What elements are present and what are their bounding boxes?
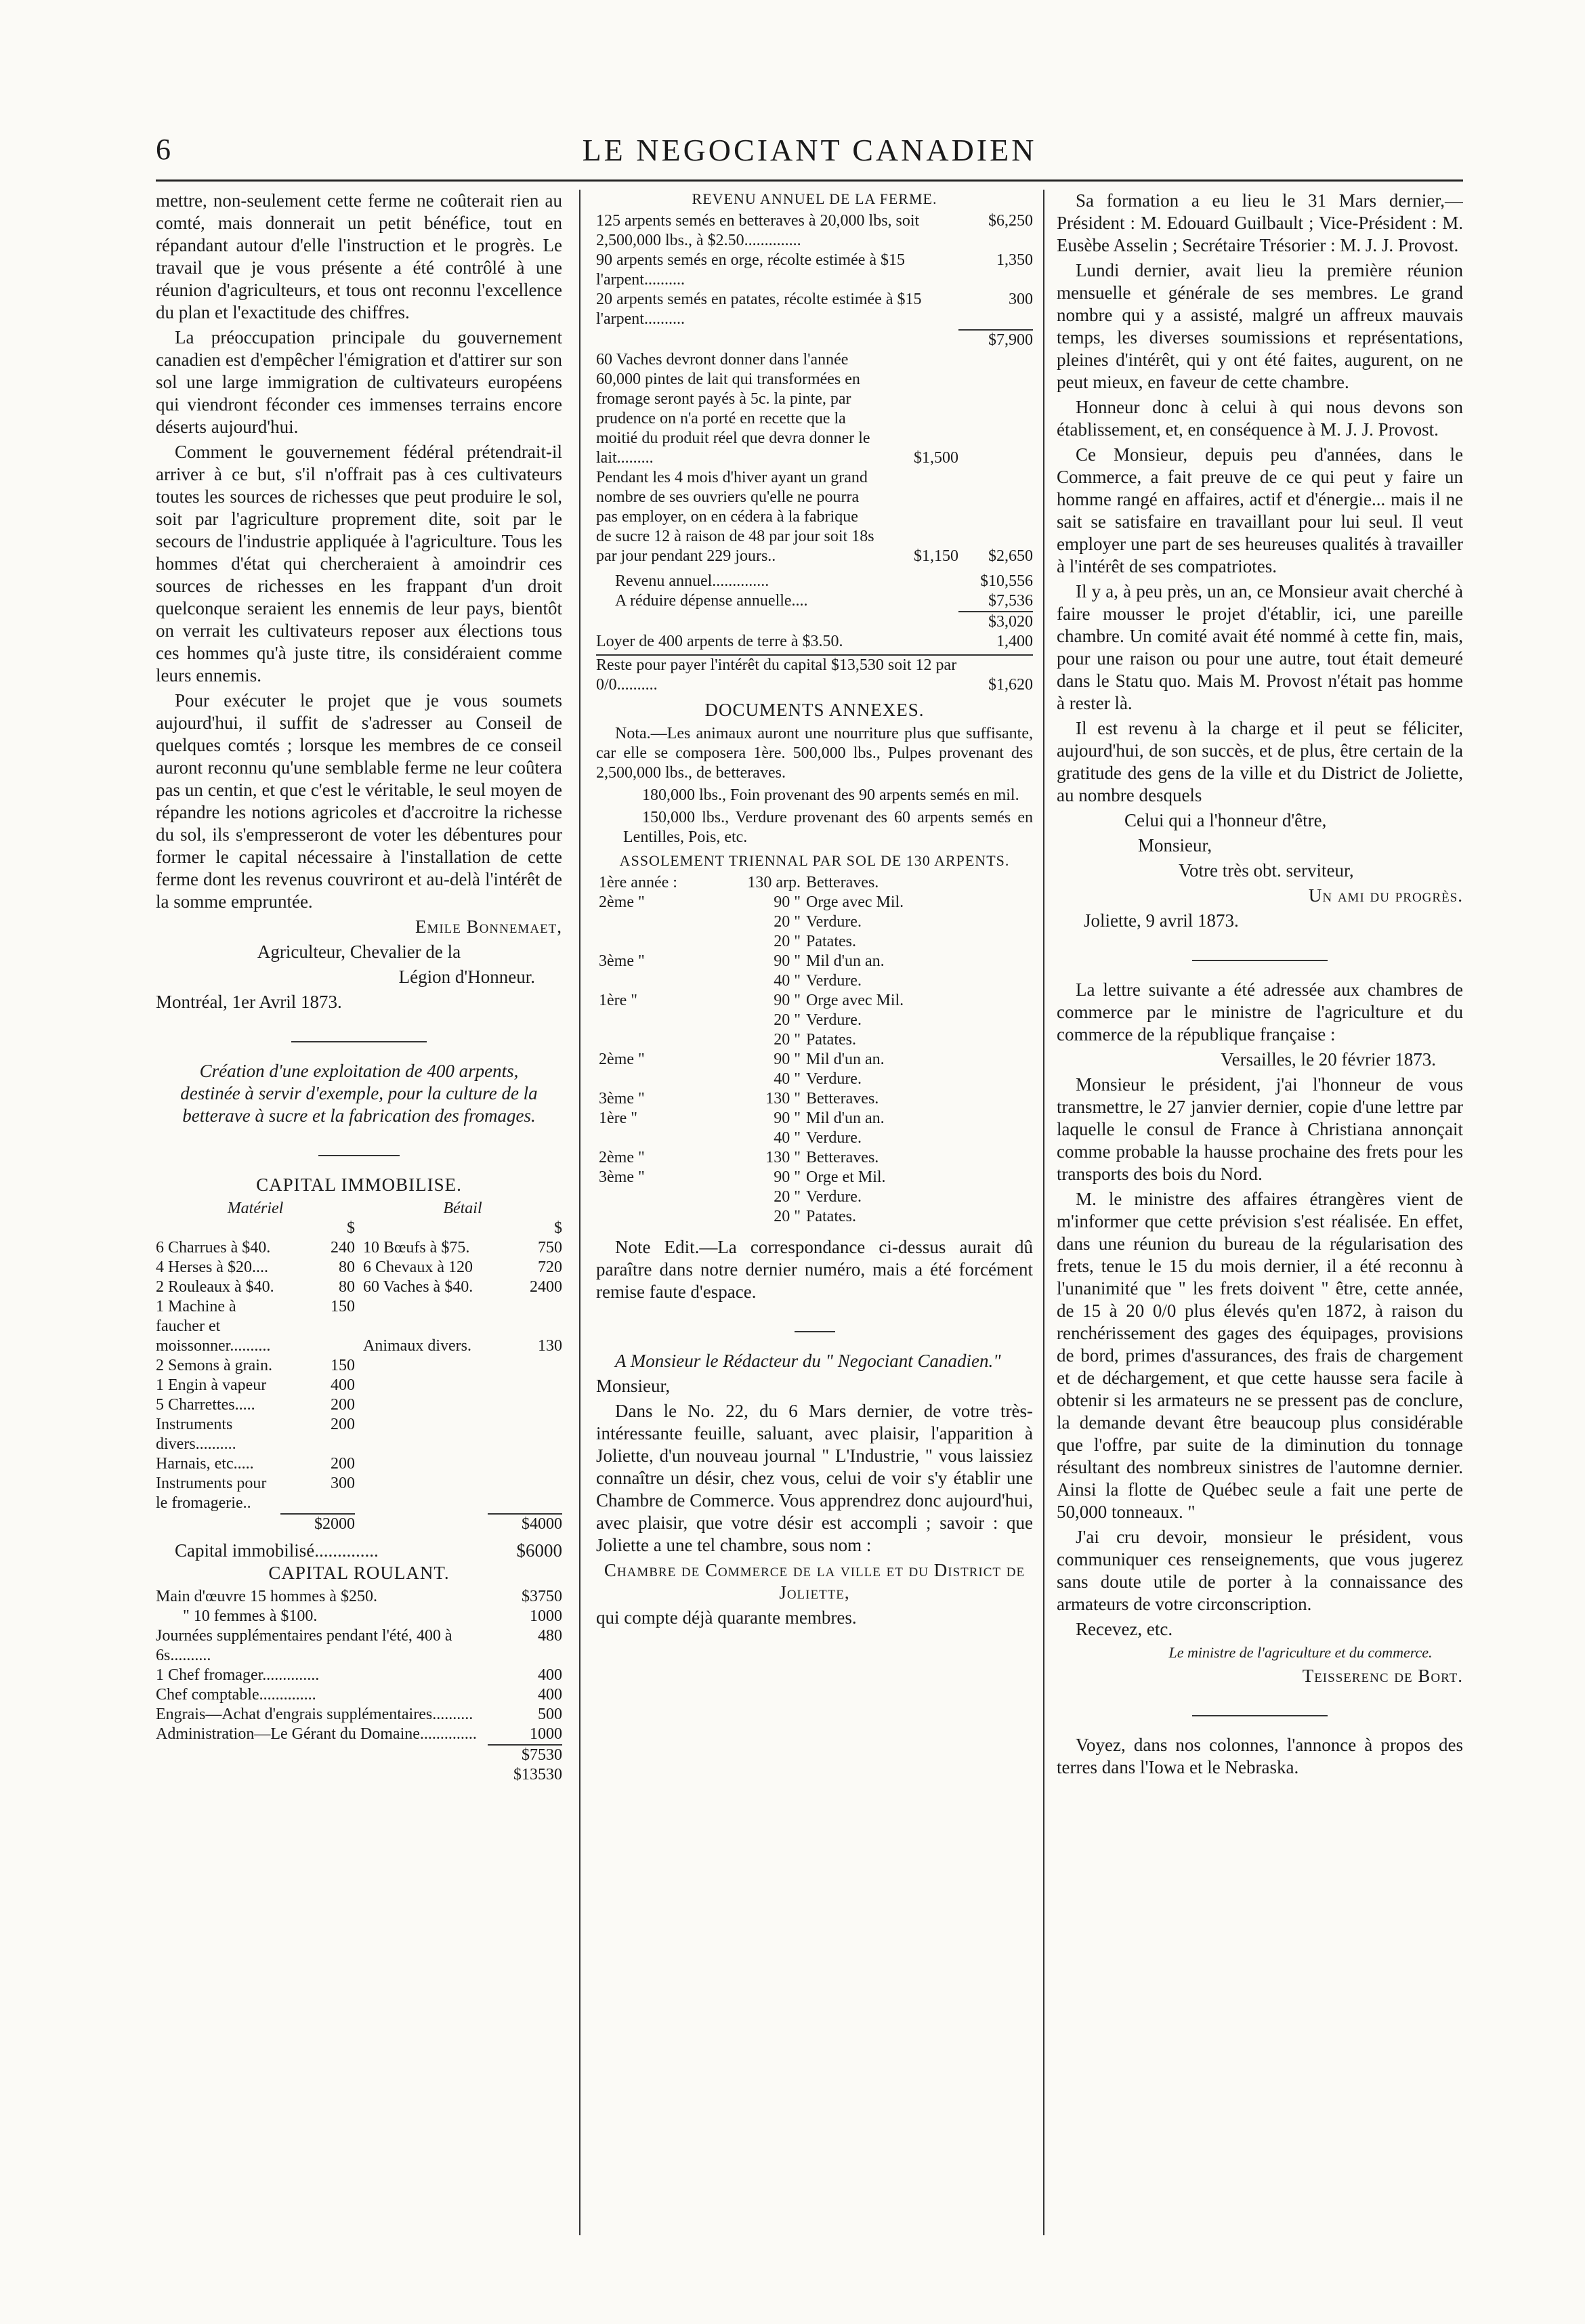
- table-cell-arp: 130 ": [765, 1149, 801, 1166]
- table-row: [596, 893, 906, 912]
- table-cell-arp: 130 arp.: [747, 874, 801, 891]
- table-cell-culture: Betteraves.: [806, 1149, 879, 1166]
- editor-note: Note Edit.—La correspondance ci-dessus aurait dû paraître dans notre dernier numéro, mais a été forcément remise faute d'espace.: [596, 1237, 1033, 1302]
- table-cell-culture: Mil d'un an.: [806, 1110, 885, 1127]
- column-3: [1057, 190, 1463, 2256]
- paragraph: Il est revenu à la charge et il peut se féliciter, aujourd'hui, de son succès, et de plus, être certain de la gratitude des gens de la ville et du District de Joliette, au nombre desquels: [1057, 718, 1463, 805]
- subtotal: $3,020: [596, 611, 1033, 632]
- table-row: [596, 873, 906, 893]
- table-cell-culture: Betteraves.: [806, 1090, 879, 1107]
- section-heading: REVENU ANNUEL DE LA FERME.: [692, 190, 937, 207]
- list-item: Instruments divers.......... 200: [156, 1416, 355, 1453]
- list-item: Engrais—Achat d'engrais supplémentaires.......... 500: [156, 1706, 562, 1723]
- list-item: 125 arpents semés en betteraves à 20,000 lbs, soit 2,500,000 lbs., à $2.50.............. $6,250: [596, 212, 1033, 249]
- table-cell-annee: [596, 1011, 710, 1030]
- signature: Un ami du progrès.: [1308, 885, 1463, 906]
- table-row: [596, 1187, 906, 1207]
- list-item: Pendant les 4 mois d'hiver ayant un grand nombre de ses ouvriers qu'elle ne pourra pas employer, on en cédera à la fabrique de sucre 12 à raison de 48 par jour soit 18s par jour pendant 229 jours.. $1,150 $2,650: [596, 469, 1033, 565]
- table-row: [596, 952, 906, 971]
- list-item: 60 Vaches devront donner dans l'année 60,000 pintes de lait qui transformées en fromage seront payés à 5c. la pinte, par prudence on n'a porté en recette que la moitié du produit réel que devra donner le lait......... $1,500: [596, 351, 958, 467]
- table-cell-culture: Patates.: [806, 1208, 856, 1225]
- separator: [156, 1139, 562, 1162]
- table-cell-arp: 20 ": [774, 1011, 801, 1029]
- list-item: " 10 femmes à $100. 1000: [183, 1607, 562, 1625]
- signature-place: Montréal, 1er Avril 1873.: [156, 992, 342, 1012]
- table-cell-arp: 40 ": [774, 972, 801, 990]
- paragraph: Recevez, etc.: [1076, 1619, 1173, 1639]
- table-cell-arp: 20 ": [774, 1188, 801, 1206]
- table-cell-annee: 3ème ": [599, 1168, 645, 1186]
- signature-title: Agriculteur, Chevalier de la: [257, 942, 461, 962]
- table-cell-annee: [596, 912, 710, 932]
- table-cell-culture: Verdure.: [806, 913, 862, 931]
- table-cell-culture: Mil d'un an.: [806, 1051, 885, 1068]
- list-item: Instruments pour le fromagerie.. 300: [156, 1475, 355, 1512]
- list-item: Harnais, etc..... 200: [156, 1455, 355, 1473]
- materiel-heading: Matériel: [227, 1200, 284, 1217]
- separator: [596, 1315, 1033, 1338]
- table-cell-annee: 2ème ": [599, 1149, 645, 1166]
- table-row: [596, 1089, 906, 1109]
- list-item: Chef comptable.............. 400: [156, 1686, 562, 1704]
- table-cell-arp: 90 ": [774, 1110, 801, 1127]
- list-item: Main d'œuvre 15 hommes à $250. $3750: [156, 1588, 562, 1605]
- table-cell-arp: 90 ": [774, 1168, 801, 1186]
- column-2: [596, 190, 1033, 2256]
- table-row: [596, 1128, 906, 1148]
- closing: Votre très obt. serviteur,: [1179, 860, 1354, 881]
- list-item: 6 Charrues à $40. 240: [156, 1239, 355, 1256]
- table-cell-arp: 90 ": [774, 952, 801, 970]
- section-title: Création d'une exploitation de 400 arpents, destinée à servir d'exemple, pour la culture de la betterave à sucre et la fabrication des fromages.: [180, 1061, 538, 1126]
- paragraph: La lettre suivante a été adressée aux chambres de commerce par le ministre de l'agriculture et du commerce de la république française :: [1057, 979, 1463, 1044]
- table-cell-culture: Patates.: [806, 1031, 856, 1049]
- table-row: [596, 1070, 906, 1089]
- header-rule: [156, 179, 1463, 182]
- table-row: [596, 912, 906, 932]
- materiel-list: [156, 1199, 355, 1534]
- table-cell-annee: 2ème ": [599, 1051, 645, 1068]
- table-row: [596, 1109, 906, 1128]
- list-item: 4 Herses à $20.... 80: [156, 1259, 355, 1276]
- paragraph: Lundi dernier, avait lieu la première réunion mensuelle et générale de ses membres. Le grand nombre qui y a assisté, malgré un affreux mauvais temps, les diverses soumissions et représentations, pleines d'intérêt, qui y ont été faites, augurent, on ne peut mieux, en faveur de cette chambre.: [1057, 260, 1463, 392]
- dateline: Joliette, 9 avril 1873.: [1084, 910, 1239, 931]
- list-item: 2 Rouleaux à $40. 80: [156, 1278, 355, 1296]
- list-item: 20 arpents semés en patates, récolte estimée à $15 l'arpent.......... 300: [596, 291, 1033, 328]
- list-item: Administration—Le Gérant du Domaine.............. 1000: [156, 1725, 562, 1743]
- dollar-sign: $: [554, 1219, 562, 1237]
- paragraph: Dans le No. 22, du 6 Mars dernier, de votre très-intéressante feuille, saluant, avec plaisir, l'apparition à Joliette, d'un nouveau journal " L'Industrie, " vous laissiez connaître un désir, chez vous, celui de voir s'y établir une Chambre de Commerce. Vous apprendrez donc aujourd'hui, avec plaisir, que votre désir est accompli ; savoir : que Joliette a une tel chambre, sous nom :: [596, 1401, 1033, 1555]
- list-item: 6 Chevaux à 120 720: [363, 1259, 562, 1276]
- paragraph: Ce Monsieur, depuis peu d'années, dans le Commerce, a fait preuve de ce qui peut y faire un homme rangé en affaires, actif et d'énergie... mais il ne sait se satisfaire en travaillant pour lui seul. Il veut employer une part de ses heureuses qualités à travailler à l'intérêt de ses compatriotes.: [1057, 444, 1463, 576]
- table-cell-annee: 1ère année :: [599, 874, 677, 891]
- section-heading: CAPITAL ROULANT.: [268, 1563, 450, 1583]
- list-item: Revenu annuel.............. $10,556: [615, 572, 1033, 590]
- section-heading: ASSOLEMENT TRIENNAL PAR SOL DE 130 ARPENTS.: [619, 852, 1010, 869]
- paragraph: Sa formation a eu lieu le 31 Mars dernier,—Président : M. Edouard Guilbault ; Vice-Président : M. Eusèbe Asselin ; Secrétaire Trésorier : M. J. J. Provost.: [1057, 190, 1463, 255]
- minister-title: Le ministre de l'agriculture et du commerce.: [1168, 1644, 1433, 1661]
- section-heading: DOCUMENTS ANNEXES.: [704, 700, 925, 720]
- table-cell-annee: [596, 1070, 710, 1089]
- table-cell-culture: Patates.: [806, 933, 856, 950]
- table-cell-arp: 20 ": [774, 1208, 801, 1225]
- roulant-table: [156, 1587, 562, 1785]
- revenu-table: [596, 211, 1033, 695]
- table-row: [596, 1148, 906, 1168]
- table-cell-arp: 130 ": [765, 1090, 801, 1107]
- list-item: 2 Semons à grain. 150: [156, 1357, 355, 1374]
- closing: Celui qui a l'honneur d'être,: [1124, 810, 1327, 830]
- table-cell-annee: [596, 1187, 710, 1207]
- separator: [156, 1026, 562, 1048]
- table-row: [596, 1207, 906, 1227]
- table-cell-arp: 90 ": [774, 893, 801, 911]
- section-heading: CAPITAL IMMOBILISE.: [256, 1175, 462, 1195]
- table-cell-culture: Verdure.: [806, 1129, 862, 1147]
- materiel-total: $2000: [156, 1513, 355, 1534]
- paragraph: Monsieur le président, j'ai l'honneur de vous transmettre, le 27 janvier dernier, copie d'une lettre par laquelle le consul de France à Christiana annonçait comme probable la hausse prochaine des frets pour les transports des bois du Nord.: [1057, 1074, 1463, 1184]
- list-item: Animaux divers. 130: [363, 1337, 562, 1355]
- table-row: [596, 971, 906, 991]
- table-cell-culture: Betteraves.: [806, 874, 879, 891]
- grand-total: $13530: [513, 1766, 562, 1783]
- table-cell-annee: [596, 1030, 710, 1050]
- dateline: Versailles, le 20 février 1873.: [1221, 1049, 1436, 1070]
- page-number: 6: [156, 133, 171, 166]
- list-item: 60 Vaches à $40. 2400: [363, 1278, 562, 1296]
- list-item: 1 Chef fromager.............. 400: [156, 1666, 562, 1684]
- table-cell-annee: [596, 1128, 710, 1148]
- paragraph: Honneur donc à celui à qui nous devons son établissement, et, en conséquence à M. J. J. Provost.: [1057, 397, 1463, 440]
- list-item: 1 Machine à faucher et moissonner.......... 150: [156, 1298, 355, 1355]
- paragraph: mettre, non-seulement cette ferme ne coûterait rien au comté, mais donnerait un petit bénéfice, tout en répandant autour d'elle l'instruction et le progrès. Le travail que je vous présente a été contrôlé à une réunion d'agriculteurs, et tous ont reconnu l'excellence du plan et l'exactitude des chiffres.: [156, 190, 562, 322]
- list-item: 10 Bœufs à $75. 750: [363, 1239, 562, 1256]
- paragraph: Comment le gouvernement fédéral prétendrait-il arriver à ce but, s'il n'offrait pas à ces cultivateurs toutes les sources de richesses que peut produire le sol, soit par l'agriculture proprement dite, soit par le secours de l'industrie appliquée à l'agriculture. Tous les hommes d'état qui chercheraient à amoindrir ces sources de richesses en les frappant d'un droit quelconque seraient les ennemis de leur pays, bientôt on verrait les cultivateurs reposer aux élections tous ces hommes qu'à juste titre, ils considéraient comme leurs ennemis.: [156, 442, 562, 685]
- table-cell-arp: 40 ": [774, 1129, 801, 1147]
- table-row: [596, 991, 906, 1011]
- chambre-title: Chambre de Commerce de la ville et du District de Joliette,: [604, 1560, 1026, 1603]
- table-cell-culture: Orge avec Mil.: [806, 893, 904, 911]
- paragraph: qui compte déjà quarante membres.: [596, 1607, 857, 1628]
- table-cell-culture: Orge et Mil.: [806, 1168, 886, 1186]
- table-row: [596, 1011, 906, 1030]
- signature-name: Emile Bonnemaet,: [415, 916, 562, 937]
- column-1: [156, 190, 562, 2256]
- list-item: Reste pour payer l'intérêt du capital $13,530 soit 12 par 0/0.......... $1,620: [596, 654, 1033, 695]
- separator: [1057, 944, 1463, 967]
- letter-salutation: Monsieur,: [596, 1376, 671, 1396]
- roulant-total: $7530: [156, 1744, 562, 1765]
- table-row: [596, 1168, 906, 1187]
- table-cell-arp: 40 ": [774, 1070, 801, 1088]
- table-cell-annee: 2ème ": [599, 893, 645, 911]
- list-item: Loyer de 400 arpents de terre à $3.50. 1,400: [596, 633, 1033, 650]
- paragraph: M. le ministre des affaires étrangères vient de m'informer que cette prévision s'est réalisée. En effet, dans une réunion du bureau de la régularisation des frets, tenue le 15 du mois dernier, il a été reconnu à l'unanimité que " les frets doivent " être, cette année, de 15 à 20 0/0 plus élevés qu'en 1872, à raison du renchérissement des gages des équipages, provisions de bord, primes d'assurances, des frais de chargement et de déchargement, et que cette hausse sera facile à obtenir si les armateurs ne se pressent pas de conclure, la demande devant être beaucoup plus considérable que l'offre, par suite de la diminution du tonnage résultant des nombreux sinistres de l'automne dernier. Ainsi la flotte de Québec seule a fait une perte de 50,000 tonneaux. ": [1057, 1189, 1463, 1522]
- list-item: 90 arpents semés en orge, récolte estimée à $15 l'arpent.......... 1,350: [596, 251, 1033, 289]
- signature-title: Légion d'Honneur.: [398, 967, 535, 987]
- table-cell-culture: Mil d'un an.: [806, 952, 885, 970]
- table-cell-arp: 90 ": [774, 1051, 801, 1068]
- paragraph: Voyez, dans nos colonnes, l'annonce à propos des terres dans l'Iowa et le Nebraska.: [1057, 1735, 1463, 1777]
- capital-immobilise-row: Capital immobilisé.............. $6000: [175, 1540, 562, 1561]
- table-cell-culture: Verdure.: [806, 1188, 862, 1206]
- paragraph: La préoccupation principale du gouvernement canadien est d'empêcher l'émigration et d'attirer sur son sol une large immigration de cultivateurs européens qui viendront féconder ces immenses terrains encore déserts aujourd'hui.: [156, 327, 562, 437]
- paragraph: Il y a, à peu près, un an, ce Monsieur avait cherché à faire mousser le projet d'établir, ici, une pareille chambre. Un comité avait été nommé à cette fin, mais, pour une raison ou pour une autre, tout était demeuré dans le Statu quo. Mais M. Provost n'était pas homme à rester là.: [1057, 581, 1463, 713]
- closing: Monsieur,: [1138, 835, 1212, 855]
- column-divider: [1043, 190, 1044, 2235]
- betail-list: [363, 1199, 562, 1534]
- table-cell-annee: 3ème ": [599, 1090, 645, 1107]
- table-cell-annee: 1ère ": [599, 992, 638, 1009]
- table-row: [596, 1050, 906, 1070]
- column-divider: [579, 190, 580, 2235]
- separator: [1057, 1699, 1463, 1722]
- table-cell-annee: [596, 971, 710, 991]
- paragraph: Nota.—Les animaux auront une nourriture plus que suffisante, car elle se composera 1ère. 500,000 lbs., Pulpes provenant des 2,500,000 lbs., de betteraves.: [596, 725, 1033, 782]
- table-cell-annee: 1ère ": [599, 1110, 638, 1127]
- paragraph: 150,000 lbs., Verdure provenant des 60 arpents semés en Lentilles, Pois, etc.: [623, 809, 1033, 846]
- table-cell-arp: 20 ": [774, 933, 801, 950]
- table-cell-annee: [596, 1207, 710, 1227]
- table-row: [596, 932, 906, 952]
- subtotal: $7,900: [596, 329, 1033, 350]
- table-cell-culture: Verdure.: [806, 1011, 862, 1029]
- betail-total: $4000: [363, 1513, 562, 1534]
- paragraph: 180,000 lbs., Foin provenant des 90 arpents semés en mil.: [642, 786, 1019, 804]
- table-cell-culture: Verdure.: [806, 1070, 862, 1088]
- assolement-table: [596, 873, 906, 1227]
- list-item: 1 Engin à vapeur 400: [156, 1376, 355, 1394]
- table-cell-annee: [596, 932, 710, 952]
- dollar-sign: $: [347, 1219, 355, 1237]
- table-cell-culture: Verdure.: [806, 972, 862, 990]
- table-cell-arp: 20 ": [774, 913, 801, 931]
- letter-address: A Monsieur le Rédacteur du " Negociant Canadien.": [615, 1351, 1001, 1371]
- page-header: [156, 132, 1463, 173]
- paragraph: Pour exécuter le projet que je vous soumets aujourd'hui, il suffit de s'adresser au Conseil de quelques comtés ; lorsque les membres de ce conseil auront reconnu qu'une semblable ferme ne leur coûtera pas un centin, et que c'est le véritable, le seul moyen de répandre les notions agricoles et d'accroitre la richesse du sol, ils s'empresseront de voter les débentures pour former le capital nécessaire à l'installation de cette ferme dont les revenus couvriront et au-delà l'intérêt de la somme empruntée.: [156, 690, 562, 912]
- minister-name: Teisserenc de Bort.: [1302, 1666, 1463, 1686]
- table-cell-annee: 3ème ": [599, 952, 645, 970]
- paragraph: J'ai cru devoir, monsieur le président, vous communiquer ces renseignements, que vous jugerez sans doute utile de porter à la connaissance des armateurs de votre circonscription.: [1057, 1527, 1463, 1614]
- list-item: Journées supplémentaires pendant l'été, 400 à 6s.......... 480: [156, 1627, 562, 1664]
- list-item: 5 Charrettes..... 200: [156, 1396, 355, 1414]
- table-cell-culture: Orge avec Mil.: [806, 992, 904, 1009]
- table-row: [596, 1030, 906, 1050]
- list-item: A réduire dépense annuelle.... $7,536: [615, 592, 1033, 610]
- betail-heading: Bétail: [443, 1200, 482, 1217]
- masthead-title: LE NEGOCIANT CANADIEN: [582, 133, 1037, 167]
- capital-table: [156, 1199, 562, 1534]
- table-cell-arp: 20 ": [774, 1031, 801, 1049]
- table-cell-arp: 90 ": [774, 992, 801, 1009]
